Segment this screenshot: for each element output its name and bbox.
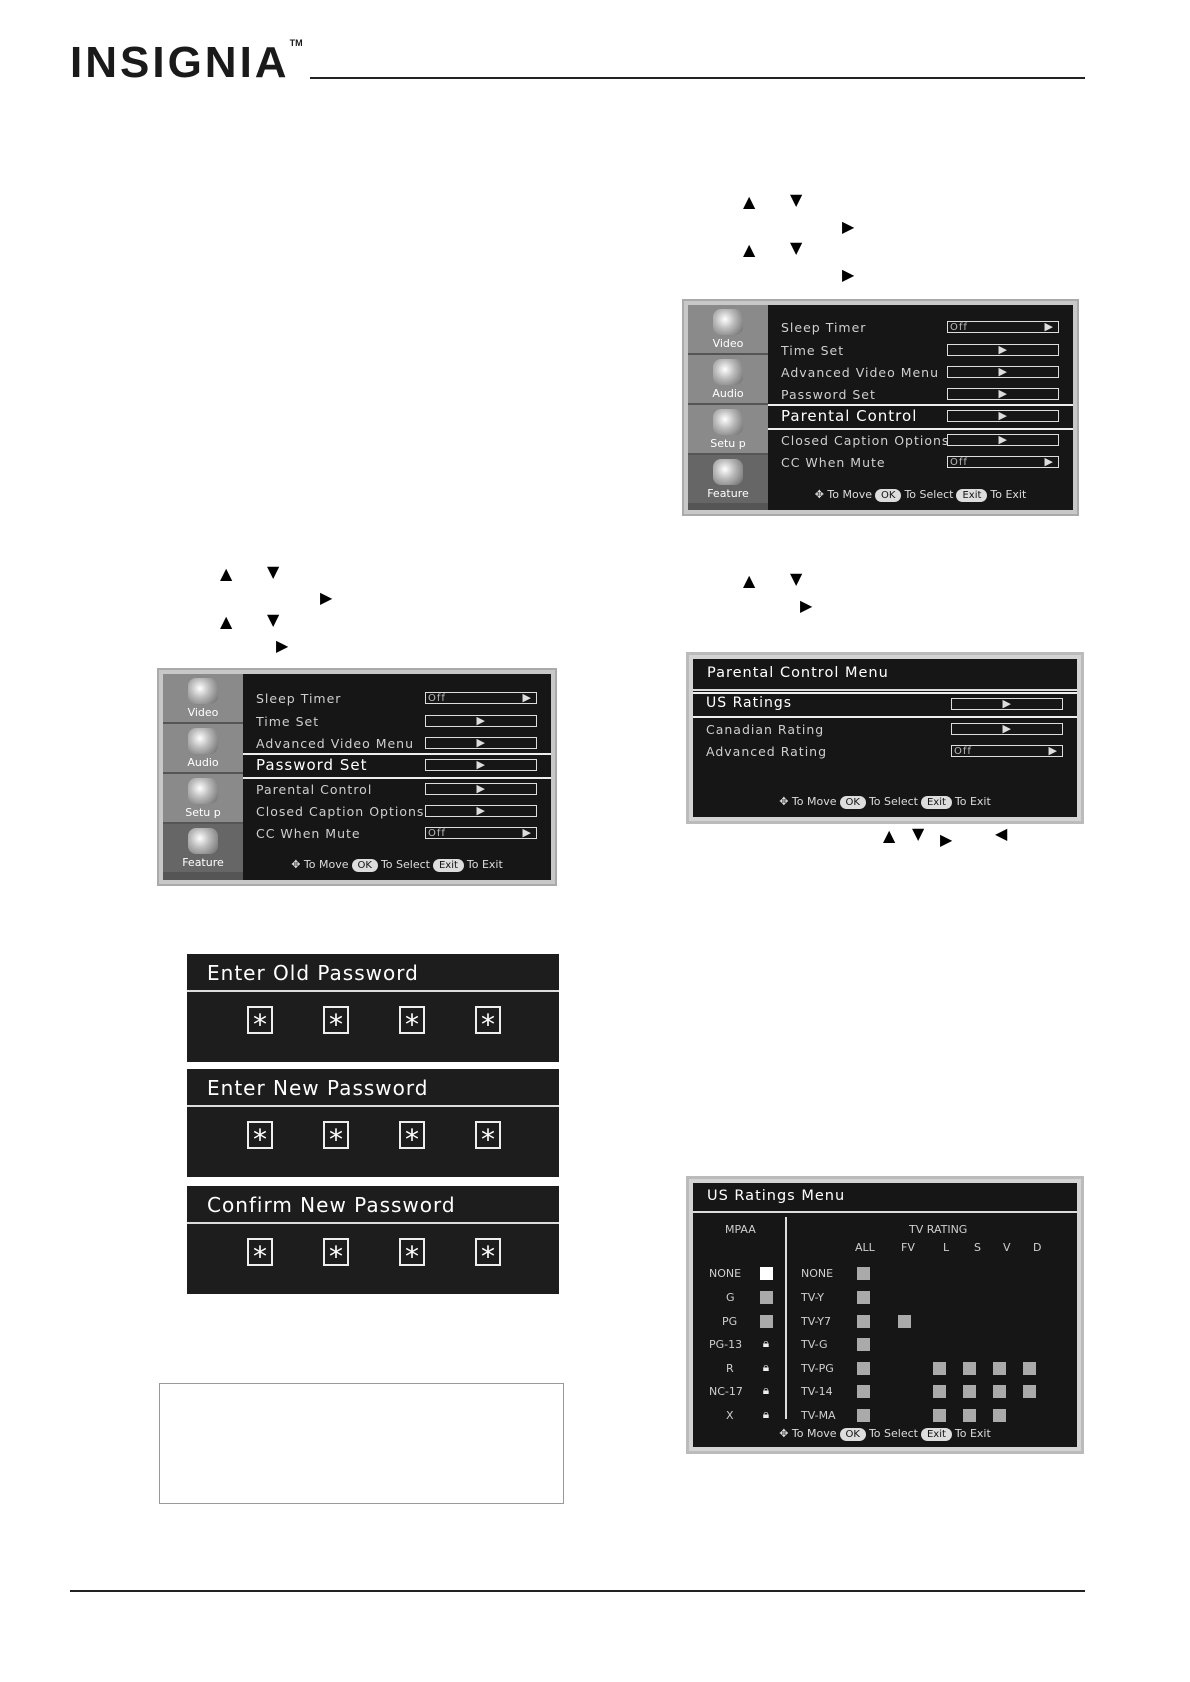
right-arrow-icon: ▶ xyxy=(1048,744,1058,757)
up-arrow-icon: ▲ xyxy=(743,571,756,590)
down-arrow-icon: ▼ xyxy=(912,824,925,843)
right-arrow-icon: ▶ xyxy=(476,758,486,771)
right-arrow-icon: ▶ xyxy=(476,804,486,817)
right-arrow-icon: ▶ xyxy=(842,265,855,284)
value-box xyxy=(951,698,1063,710)
password-digit[interactable]: * xyxy=(475,1121,501,1149)
menu-row-cc-mute[interactable]: CC When Mute Off ▶ xyxy=(768,452,1073,474)
right-arrow-icon: ▶ xyxy=(476,736,486,749)
rating-toggle[interactable] xyxy=(857,1267,870,1280)
value-box xyxy=(947,410,1059,422)
menu-row-time-set[interactable]: Time Set ▶ xyxy=(768,340,1073,362)
rating-toggle[interactable] xyxy=(857,1409,870,1422)
rating-toggle[interactable] xyxy=(857,1385,870,1398)
tab-setup[interactable]: Setu p xyxy=(688,405,768,455)
menu-sidebar xyxy=(163,674,243,880)
right-arrow-icon: ▶ xyxy=(998,433,1008,446)
menu-row-parental-control[interactable]: Parental Control ▶ xyxy=(768,404,1073,430)
menu-row-advanced-video[interactable]: Advanced Video Menu ▶ xyxy=(243,733,551,755)
menu-row-us-ratings[interactable]: US Ratings ▶ xyxy=(693,692,1077,718)
confirm-password-panel xyxy=(187,1186,559,1294)
right-arrow-icon: ▶ xyxy=(476,782,486,795)
panel-title: Confirm New Password xyxy=(187,1186,559,1224)
panel-title: Enter New Password xyxy=(187,1069,559,1107)
tv-pg: TV-PG xyxy=(801,1362,834,1375)
right-arrow-icon: ▶ xyxy=(998,409,1008,422)
right-arrow-icon: ▶ xyxy=(522,691,532,704)
mpaa-g: G xyxy=(726,1291,735,1304)
right-arrow-icon: ▶ xyxy=(998,365,1008,378)
down-arrow-icon: ▼ xyxy=(790,238,803,257)
col-all: ALL xyxy=(855,1241,875,1254)
menu-row-sleep-timer[interactable]: Sleep Timer Off ▶ xyxy=(768,317,1073,339)
rating-toggle[interactable] xyxy=(963,1385,976,1398)
tv-g: TV-G xyxy=(801,1338,828,1351)
menu-title: Parental Control Menu xyxy=(707,665,889,681)
value-box xyxy=(947,388,1059,400)
col-v: V xyxy=(1003,1241,1011,1254)
menu-title-bar xyxy=(693,659,1077,691)
footer-rule xyxy=(70,1590,1085,1592)
tab-video[interactable]: Video xyxy=(688,305,768,355)
right-arrow-icon: ▶ xyxy=(1002,722,1012,735)
right-arrow-icon: ▶ xyxy=(1044,455,1054,468)
value-box xyxy=(425,805,537,817)
menu-footer: ✥ To Move OK To Select Exit To Exit xyxy=(291,858,503,871)
value-box xyxy=(947,366,1059,378)
rating-toggle[interactable] xyxy=(857,1362,870,1375)
value-box xyxy=(425,783,537,795)
down-arrow-icon: ▼ xyxy=(790,190,803,209)
up-arrow-icon: ▲ xyxy=(743,240,756,259)
value-box: Off ▶ xyxy=(947,321,1059,333)
rating-toggle[interactable] xyxy=(760,1291,773,1304)
rating-toggle[interactable] xyxy=(993,1385,1006,1398)
parental-control-menu xyxy=(686,652,1084,824)
col-l: L xyxy=(943,1241,950,1254)
menu-row-advanced-video[interactable]: Advanced Video Menu ▶ xyxy=(768,362,1073,384)
menu-row-closed-caption[interactable]: Closed Caption Options ▶ xyxy=(768,430,1073,452)
value-box xyxy=(425,737,537,749)
tv-ma: TV-MA xyxy=(801,1409,836,1422)
password-digit[interactable]: * xyxy=(475,1006,501,1034)
right-arrow-icon: ▶ xyxy=(940,830,953,849)
password-digit[interactable]: * xyxy=(323,1006,349,1034)
menu-row-sleep-timer[interactable]: Sleep Timer Off ▶ xyxy=(243,688,551,710)
right-arrow-icon: ▶ xyxy=(842,217,855,236)
left-arrow-icon: ◀ xyxy=(995,824,1008,843)
mpaa-pg: PG xyxy=(722,1315,738,1328)
rating-toggle[interactable] xyxy=(857,1338,870,1351)
right-arrow-icon: ▶ xyxy=(1002,697,1012,710)
menu-main xyxy=(768,305,1073,510)
video-icon xyxy=(713,309,743,335)
lock-icon[interactable]: 🔒︎ xyxy=(762,1383,770,1397)
column-divider xyxy=(785,1217,787,1419)
menu-row-password-set[interactable]: Password Set ▶ xyxy=(243,753,551,779)
rating-toggle[interactable] xyxy=(760,1315,773,1328)
tv-14: TV-14 xyxy=(801,1385,833,1398)
setup-menu-parental xyxy=(682,299,1079,516)
menu-row-canadian-rating[interactable]: Canadian Rating ▶ xyxy=(693,719,1077,741)
old-password-panel xyxy=(187,954,559,1062)
menu-row-closed-caption[interactable]: Closed Caption Options ▶ xyxy=(243,801,551,823)
right-arrow-icon: ▶ xyxy=(522,826,532,839)
menu-row-password-set[interactable]: Password Set ▶ xyxy=(768,384,1073,406)
audio-icon xyxy=(713,359,743,385)
us-ratings-menu xyxy=(686,1176,1084,1454)
menu-row-advanced-rating[interactable]: Advanced Rating Off ▶ xyxy=(693,741,1077,763)
password-digit[interactable]: * xyxy=(247,1238,273,1266)
mpaa-none: NONE xyxy=(709,1267,742,1280)
menu-sidebar xyxy=(688,305,768,510)
audio-icon xyxy=(188,728,218,754)
col-s: S xyxy=(974,1241,981,1254)
value-box xyxy=(947,344,1059,356)
menu-footer: ✥ To Move OK To Select Exit To Exit xyxy=(814,488,1027,501)
value-box xyxy=(425,715,537,727)
rating-toggle[interactable] xyxy=(993,1362,1006,1375)
mpaa-nc17: NC-17 xyxy=(709,1385,743,1398)
value-box: Off ▶ xyxy=(951,745,1063,757)
col-fv: FV xyxy=(901,1241,915,1254)
video-icon xyxy=(188,678,218,704)
mpaa-x: X xyxy=(726,1409,734,1422)
tab-setup[interactable]: Setu p xyxy=(163,774,243,824)
menu-row-cc-mute[interactable]: CC When Mute Off ▶ xyxy=(243,823,551,845)
setup-icon xyxy=(188,778,218,804)
right-arrow-icon: ▶ xyxy=(1044,320,1054,333)
menu-title: US Ratings Menu xyxy=(707,1188,846,1204)
password-digit[interactable]: * xyxy=(247,1006,273,1034)
rating-toggle[interactable] xyxy=(993,1409,1006,1422)
tv-y7: TV-Y7 xyxy=(801,1315,831,1328)
tab-feature[interactable]: Feature xyxy=(688,455,768,505)
rating-toggle[interactable] xyxy=(963,1362,976,1375)
tv-y: TV-Y xyxy=(801,1291,824,1304)
right-arrow-icon: ▶ xyxy=(998,387,1008,400)
note-box xyxy=(159,1383,564,1504)
value-box: Off ▶ xyxy=(947,456,1059,468)
rating-toggle[interactable] xyxy=(933,1409,946,1422)
down-arrow-icon: ▼ xyxy=(267,610,280,629)
right-arrow-icon: ▶ xyxy=(276,636,289,655)
tab-audio[interactable]: Audio xyxy=(688,355,768,405)
password-digit[interactable]: * xyxy=(475,1238,501,1266)
down-arrow-icon: ▼ xyxy=(267,562,280,581)
tv-none: NONE xyxy=(801,1267,834,1280)
mpaa-pg13: PG-13 xyxy=(709,1338,743,1351)
new-password-panel xyxy=(187,1069,559,1177)
password-digit[interactable]: * xyxy=(323,1121,349,1149)
up-arrow-icon: ▲ xyxy=(220,612,233,631)
password-digit[interactable]: * xyxy=(399,1006,425,1034)
down-arrow-icon: ▼ xyxy=(790,569,803,588)
password-digit[interactable]: * xyxy=(399,1121,425,1149)
setup-icon xyxy=(713,409,743,435)
rating-toggle[interactable] xyxy=(1023,1362,1036,1375)
tab-video[interactable]: Video xyxy=(163,674,243,724)
feature-icon xyxy=(713,459,743,485)
value-box: Off ▶ xyxy=(425,827,537,839)
password-digit[interactable]: * xyxy=(247,1121,273,1149)
rating-toggle[interactable] xyxy=(760,1267,773,1280)
rating-toggle[interactable] xyxy=(857,1315,870,1328)
menu-footer: ✥ To Move OK To Select Exit To Exit xyxy=(779,795,991,808)
up-arrow-icon: ▲ xyxy=(743,192,756,211)
col-d: D xyxy=(1033,1241,1042,1254)
menu-footer: ✥ To Move OK To Select Exit To Exit xyxy=(779,1427,991,1440)
rating-toggle[interactable] xyxy=(857,1291,870,1304)
lock-icon[interactable]: 🔒︎ xyxy=(762,1407,770,1421)
rating-toggle[interactable] xyxy=(933,1385,946,1398)
rating-toggle[interactable] xyxy=(933,1362,946,1375)
value-box xyxy=(425,759,537,771)
right-arrow-icon: ▶ xyxy=(998,343,1008,356)
lock-icon[interactable]: 🔒︎ xyxy=(762,1336,770,1350)
mpaa-r: R xyxy=(726,1362,734,1375)
right-arrow-icon: ▶ xyxy=(476,714,486,727)
mpaa-header: MPAA xyxy=(725,1223,756,1236)
value-box xyxy=(951,723,1063,735)
feature-icon xyxy=(188,828,218,854)
right-arrow-icon: ▶ xyxy=(800,596,813,615)
insignia-logo: INSIGNIA™ xyxy=(70,38,303,87)
tab-audio[interactable]: Audio xyxy=(163,724,243,774)
menu-title-bar xyxy=(693,1183,1077,1213)
value-box xyxy=(947,434,1059,446)
header-rule xyxy=(310,77,1085,79)
up-arrow-icon: ▲ xyxy=(220,564,233,583)
right-arrow-icon: ▶ xyxy=(320,588,333,607)
menu-main xyxy=(243,674,551,880)
value-box: Off ▶ xyxy=(425,692,537,704)
password-digit[interactable]: * xyxy=(323,1238,349,1266)
rating-toggle[interactable] xyxy=(898,1315,911,1328)
setup-menu-password xyxy=(157,668,557,886)
tab-feature[interactable]: Feature xyxy=(163,824,243,874)
menu-row-parental-control[interactable]: Parental Control ▶ xyxy=(243,779,551,801)
rating-toggle[interactable] xyxy=(963,1409,976,1422)
lock-icon[interactable]: 🔒︎ xyxy=(762,1360,770,1374)
panel-title: Enter Old Password xyxy=(187,954,559,992)
menu-row-time-set[interactable]: Time Set ▶ xyxy=(243,711,551,733)
up-arrow-icon: ▲ xyxy=(883,826,896,845)
tv-rating-header: TV RATING xyxy=(909,1223,968,1236)
password-digit[interactable]: * xyxy=(399,1238,425,1266)
rating-toggle[interactable] xyxy=(1023,1385,1036,1398)
